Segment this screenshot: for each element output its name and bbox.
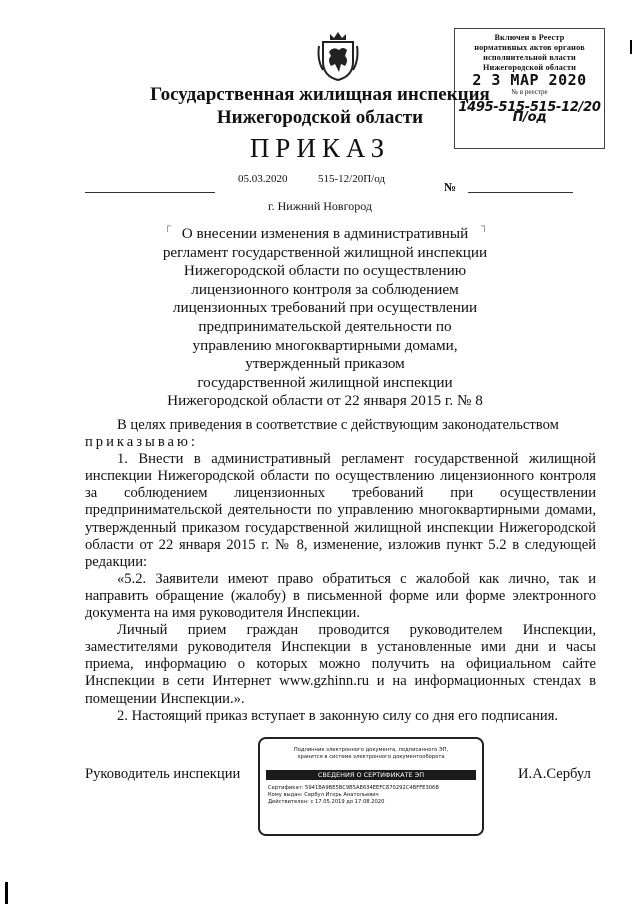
subject-line: государственной жилищной инспекции (197, 373, 453, 391)
clause-2: 2. Настоящий приказ вступает в законную силу со дня его подписания. (117, 707, 559, 724)
order-word: приказываю: (85, 434, 198, 451)
subject-line: утвержденный приказом (245, 355, 405, 373)
number-underline (468, 192, 573, 193)
stamp-line: исполнительной власти (483, 53, 576, 62)
order-number: 515-12/20П/од (318, 173, 385, 185)
quoted-clause-5-2: «5.2. Заявители имеют право обратиться с жалобой как лично, так и направить обращение (жалобу) в письменной форме или форме электронного документа на имя руководителя Инспекции. (85, 570, 596, 622)
organization-name (0, 83, 640, 129)
subject-line: регламент государственной жилищной инспекции (162, 243, 488, 261)
ep-header (260, 747, 482, 761)
quoted-paragraph: Личный прием граждан проводится руководителем Инспекции, заместителями руководителя Инспекции в установленные ими дни и часы приема, информацию о которых можно получить на официальном сайте Инспекции в сети Интернет www.gzhinn.ru и на информационных стендах в помещении Инспекции.». (85, 622, 596, 707)
stamp-line: Включен в Реестр (494, 33, 565, 42)
ep-cert-row (268, 785, 474, 792)
subject-line: предпринимательской деятельности по (198, 317, 452, 335)
ep-valid-value: с 17.05.2019 до 17.08.2020 (310, 799, 385, 805)
intro-paragraph: В целях приведения в соответствие с действующим законодательством (117, 417, 559, 433)
coat-of-arms-emblem (315, 30, 361, 82)
stamp-reg-label: № в реестре (511, 88, 548, 96)
scan-edge-mark (5, 882, 8, 904)
subject-line: Нижегородской области по осуществлению (183, 262, 467, 280)
ep-owner-row (268, 792, 474, 799)
subject-line: лицензионного контроля за соблюдением (191, 280, 459, 298)
subject-line: управлению многоквартирными домами, (192, 336, 458, 354)
clause-1: 1. Внести в административный регламент государственной жилищной инспекции Нижегородской области по осуществлению лицензионного контроля за соблюдением лицензионных требований при осуществлении предпринимательской деятельности по управлению многоквартирными домами, утвержденный приказом государственной жилищной инспекции Нижегородской области от 22 января 2015 г. № 8, изменение, изложив пункт 5.2 в следующей редакции: (85, 451, 596, 570)
stamp-date: 2 3 МАР 2020 (472, 71, 587, 89)
subject-line: О внесении изменения в административный (181, 225, 469, 242)
margin-mark (630, 40, 632, 54)
corner-bracket-right: ┐ (481, 221, 489, 232)
order-date: 05.03.2020 (238, 173, 288, 185)
ep-cert-label: Сертификат: (268, 785, 304, 791)
ep-title-bar: СВЕДЕНИЯ О СЕРТИФИКАТЕ ЭП (266, 770, 476, 780)
stamp-line: нормативных актов органов (474, 43, 585, 52)
stamp-line: Нижегородской области (482, 63, 577, 72)
ep-valid-label: Действителен: (268, 799, 309, 805)
subject-line: Нижегородской области от 22 января 2015 г. № 8 (167, 392, 483, 410)
ep-header-line: хранится в системе электронного документооборота (297, 754, 445, 760)
ep-cert-value: 5941BA9BE5BC9B5AE634EEFC870292C4BFFE306B (305, 785, 439, 791)
number-sign: № (444, 180, 457, 194)
date-underline (85, 192, 215, 193)
signatory-name: И.А.Сербул (518, 766, 591, 782)
ep-details (260, 785, 482, 806)
stamp-reg-number: 1495-515-515-12/20 П/од (458, 100, 601, 125)
ep-valid-row (268, 799, 474, 806)
org-line-1: Государственная жилищная инспекция (150, 84, 490, 105)
ep-owner-label: Кому выдан: (268, 792, 303, 798)
org-line-2: Нижегородской области (216, 107, 424, 128)
corner-bracket-left: ┌ (164, 221, 172, 232)
subject-line: лицензионных требований при осуществлении (172, 299, 478, 317)
signatory-position: Руководитель инспекции (85, 766, 241, 782)
document-title: ПРИКАЗ (249, 133, 391, 163)
city: г. Нижний Новгород (268, 199, 372, 213)
ep-header-line: Подлинник электронного документа, подписанного ЭП, (293, 747, 449, 753)
order-subject (160, 225, 490, 411)
order-body (85, 417, 596, 725)
ep-owner-value: Сербул Игорь Анатольевич (304, 792, 379, 798)
electronic-signature-stamp (258, 737, 484, 836)
